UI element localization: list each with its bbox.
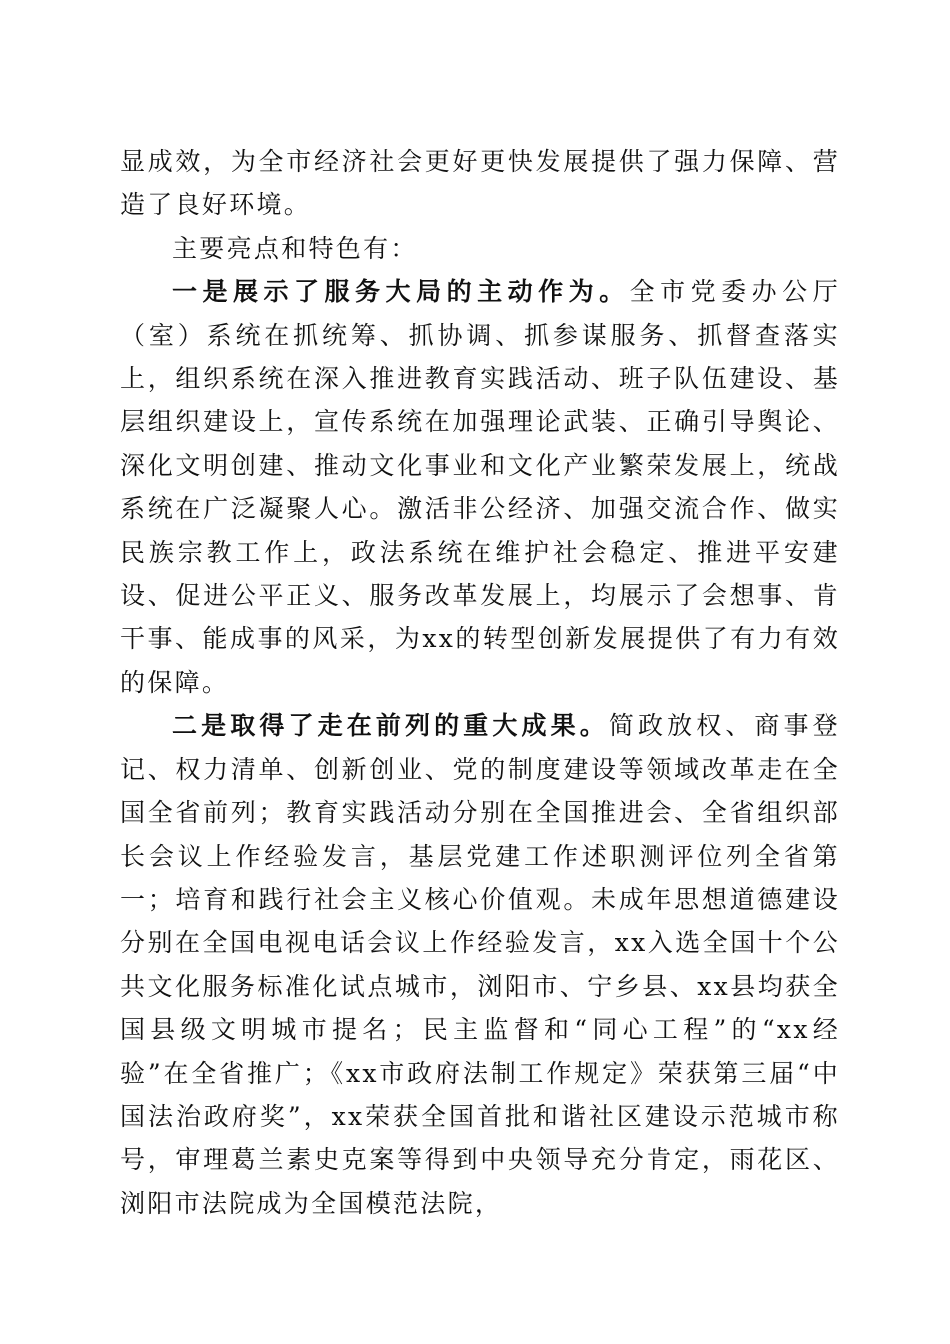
paragraph-4-lead: 二是取得了走在前列的重大成果。 xyxy=(172,711,609,741)
paragraph-1-text: 显成效，为全市经济社会更好更快发展提供了强力保障、营造了良好环境。 xyxy=(120,147,840,220)
paragraph-2-text: 主要亮点和特色有： xyxy=(172,233,418,263)
document-body xyxy=(120,140,840,1225)
paragraph-4-text: 简政放权、商事登记、权力清单、创新创业、党的制度建设等领域改革走在全国全省前列；教育实践活动分别在全国推进会、全省组织部长会议上作经验发言，基层党建工作述职测评位列全省第一；培育和践行社会主义核心价值观。未成年思想道德建设分别在全国电视电话会议上作经验发言，xx入选全国十个公共文化服务标准化试点城市，浏阳市、宁乡县、xx县均获全国县级文明城市提名；民主监督和“同心工程”的“xx经验”在全省推广；《xx市政府法制工作规定》荣获第三届“中国法治政府奖”，xx荣获全国首批和谐社区建设示范城市称号，审理葛兰素史克案等得到中央领导充分肯定，雨花区、浏阳市法院成为全国模范法院， xyxy=(120,711,840,1218)
paragraph-3-lead: 一是展示了服务大局的主动作为。 xyxy=(172,277,630,307)
paragraph-3-text: 全市党委办公厅（室）系统在抓统筹、抓协调、抓参谋服务、抓督查落实上，组织系统在深入推进教育实践活动、班子队伍建设、基层组织建设上，宣传系统在加强理论武装、正确引导舆论、深化文明创建、推动文化事业和文化产业繁荣发展上，统战系统在广泛凝聚人心。激活非公经济、加强交流合作、做实民族宗教工作上，政法系统在维护社会稳定、推进平安建设、促进公平正义、服务改革发展上，均展示了会想事、肯干事、能成事的风采，为xx的转型创新发展提供了有力有效的保障。 xyxy=(120,277,840,697)
paragraph-2 xyxy=(120,227,840,270)
paragraph-3 xyxy=(120,270,840,704)
paragraph-4 xyxy=(120,704,840,1225)
paragraph-1 xyxy=(120,140,840,227)
